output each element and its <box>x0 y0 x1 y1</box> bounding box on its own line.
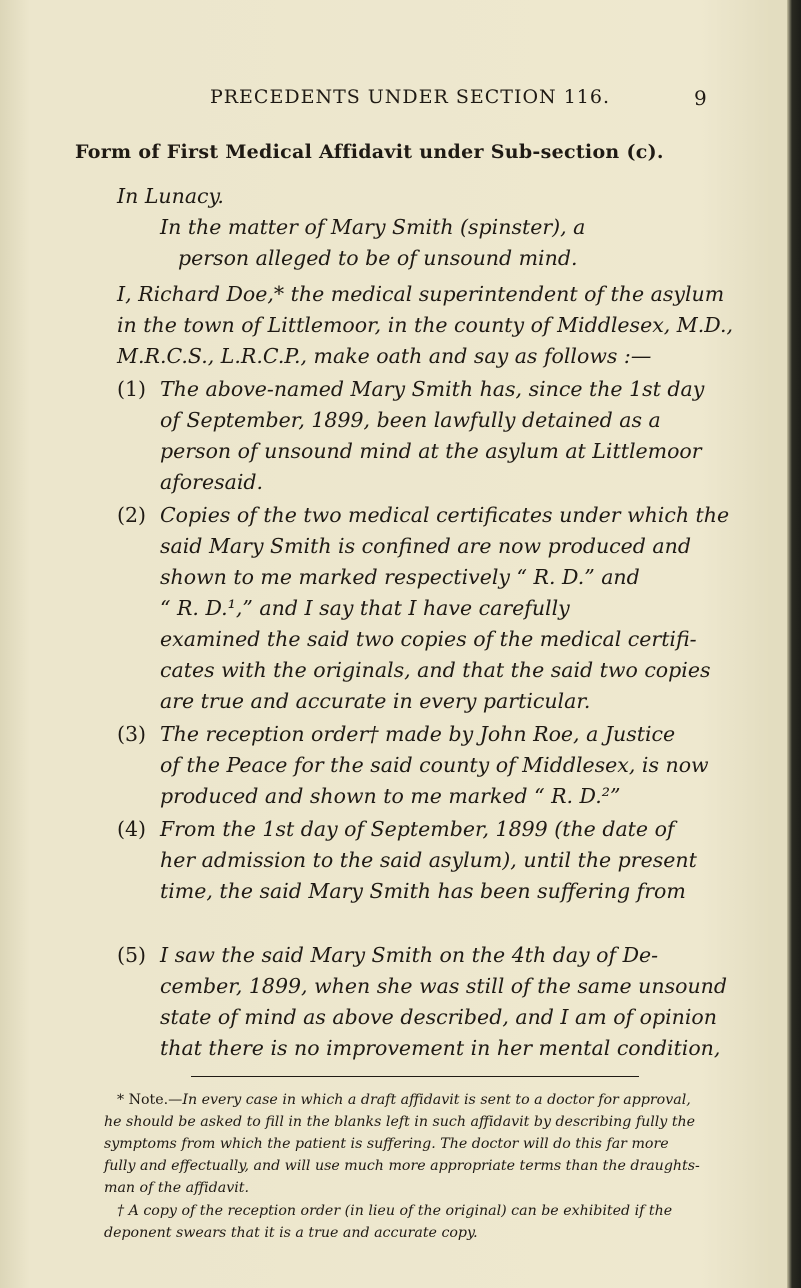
paragraph-2-line: are true and accurate in every particular. <box>160 689 591 713</box>
paragraph-4-line: her admission to the said asylum), until the present <box>160 848 697 872</box>
paragraph-5-line: cember, 1899, when she was still of the same unsound <box>160 974 727 998</box>
paragraph-2-line: examined the said two copies of the medical certifi- <box>160 627 697 651</box>
intro-line-3: M.R.C.S., L.R.C.P., make oath and say as follows :— <box>117 344 652 368</box>
paragraph-4-line: From the 1st day of September, 1899 (the date of <box>160 817 675 841</box>
paragraph-1-number: (1) <box>117 377 147 401</box>
paragraph-1-line: person of unsound mind at the asylum at Littlemoor <box>160 439 702 463</box>
footnote-dagger-line: † A copy of the reception order (in lieu of the original) can be exhibited if the <box>117 1203 673 1219</box>
paragraph-2-line: Copies of the two medical certificates under which the <box>160 503 730 527</box>
footnote-divider <box>191 1076 639 1077</box>
paragraph-3-line: produced and shown to me marked “ R. D.²” <box>160 784 621 808</box>
paragraph-5-line: I saw the said Mary Smith on the 4th day of De- <box>160 943 659 967</box>
footnote-star-line: man of the affidavit. <box>104 1180 249 1196</box>
paragraph-5-number: (5) <box>117 943 147 967</box>
matter-line-2: person alleged to be of unsound mind. <box>178 246 578 270</box>
intro-line-1: I, Richard Doe,* the medical superintendent of the asylum <box>117 282 725 306</box>
paragraph-5-line: that there is no improvement in her mental condition, <box>160 1036 721 1060</box>
page-number: 9 <box>694 86 707 110</box>
paragraph-5-line: state of mind as above described, and I am of opinion <box>160 1005 717 1029</box>
paragraph-1-line: aforesaid. <box>160 470 264 494</box>
form-title: Form of First Medical Affidavit under Sub-section (c). <box>75 141 664 163</box>
paragraph-2-line: cates with the originals, and that the said two copies <box>160 658 711 682</box>
footnote-star-line: In every case in which a draft affidavit is sent to a doctor for approval, <box>182 1092 691 1108</box>
paragraph-2-number: (2) <box>117 503 147 527</box>
footnote-star-line: fully and effectually, and will use much more appropriate terms than the draughts- <box>104 1158 700 1174</box>
paragraph-4-number: (4) <box>117 817 147 841</box>
running-title: PRECEDENTS UNDER SECTION 116. <box>209 86 611 108</box>
matter-line-1: In the matter of Mary Smith (spinster), a <box>160 215 586 239</box>
paragraph-1-line: of September, 1899, been lawfully detained as a <box>160 408 661 432</box>
intro-line-2: in the town of Littlemoor, in the county of Middlesex, M.D., <box>117 313 734 337</box>
footnote-star-line: he should be asked to fill in the blanks left in such affidavit by describing fully the <box>104 1114 696 1130</box>
paragraph-3-line: of the Peace for the said county of Middlesex, is now <box>160 753 709 777</box>
footnote-star-line: symptoms from which the patient is suffering. The doctor will do this far more <box>104 1136 669 1152</box>
paragraph-4-line: time, the said Mary Smith has been suffering from <box>160 879 686 903</box>
paragraph-3-number: (3) <box>117 722 147 746</box>
footnote-star <box>117 1092 691 1108</box>
paragraph-3-line: The reception order† made by John Roe, a Justice <box>160 722 676 746</box>
paragraph-2-line: “ R. D.¹,” and I say that I have carefully <box>160 596 570 620</box>
paragraph-2-line: shown to me marked respectively “ R. D.” and <box>160 565 640 589</box>
footnote-star-label: * Note.— <box>117 1092 183 1108</box>
footnote-dagger-line: deponent swears that it is a true and accurate copy. <box>104 1225 478 1241</box>
court-heading: In Lunacy. <box>117 184 224 208</box>
page-edge <box>787 0 801 1288</box>
paragraph-2-line: said Mary Smith is confined are now produced and <box>160 534 691 558</box>
paragraph-1-line: The above-named Mary Smith has, since the 1st day <box>160 377 705 401</box>
